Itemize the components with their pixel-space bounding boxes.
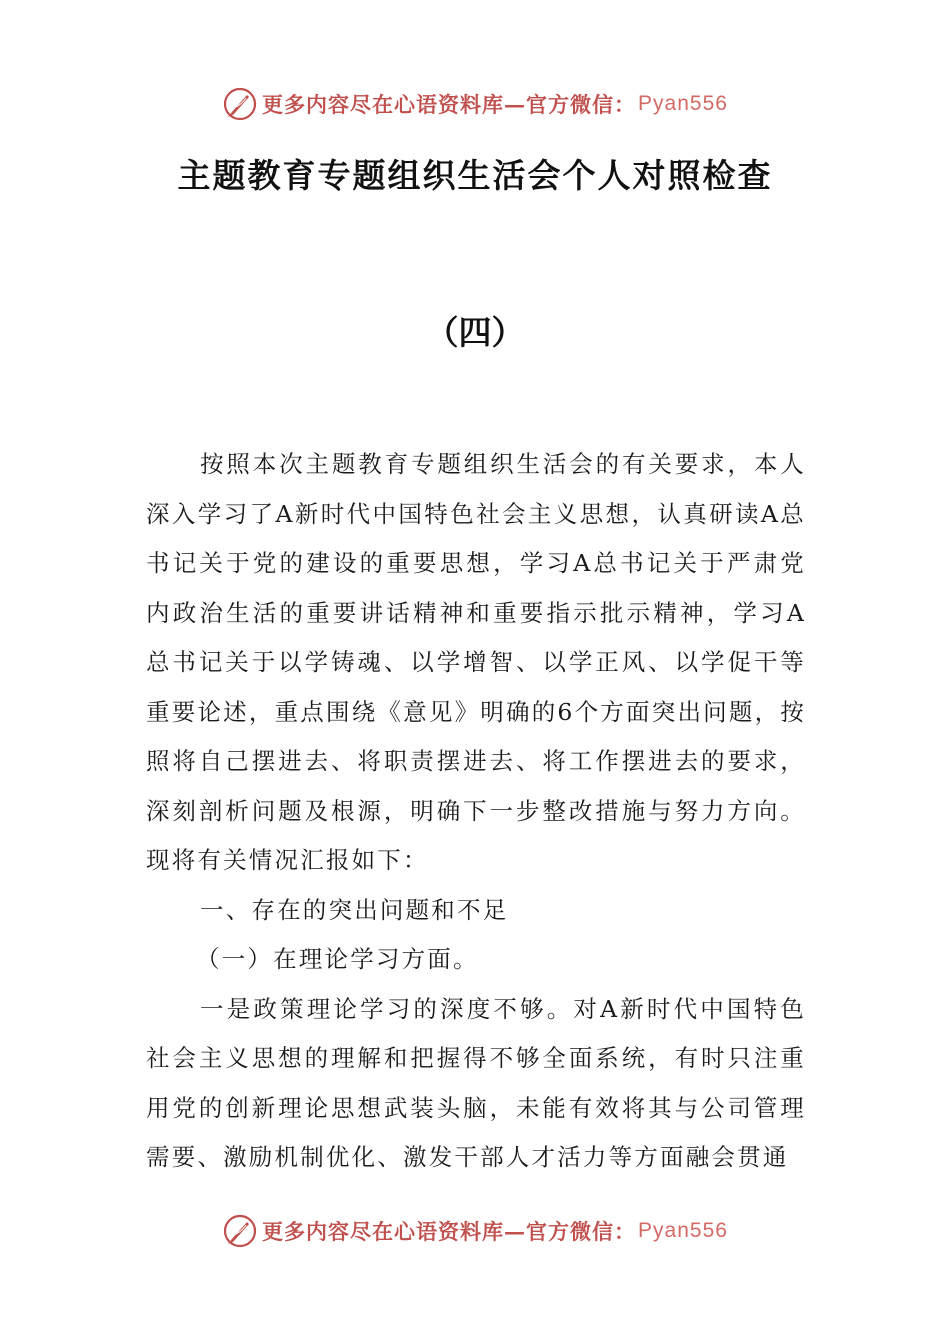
document-body: [146, 440, 806, 1183]
quill-pen-icon: [222, 1213, 258, 1249]
body-paragraph: 一是政策理论学习的深度不够。对A新时代中国特色社会主义思想的理解和把握得不够全面系统，有时只注重用党的创新理论思想武装头脑，未能有效将其与公司管理需要、激励机制优化、激发干部人才活力等方面融会贯通: [146, 994, 806, 1171]
section-heading: 一、存在的突出问题和不足: [200, 895, 509, 924]
footer-watermark: [0, 1209, 950, 1253]
watermark-text: 更多内容尽在心语资料库—官方微信：: [262, 1219, 637, 1244]
header-watermark: [0, 82, 950, 126]
watermark-wechat-id: Pyan556: [638, 92, 728, 115]
document-subtitle: （四）: [425, 313, 525, 352]
quill-pen-icon: [222, 86, 258, 122]
subsection-heading: （一）在理论学习方面。: [196, 945, 479, 973]
watermark-text: 更多内容尽在心语资料库—官方微信：: [262, 92, 637, 117]
document-title: 主题教育专题组织生活会个人对照检查: [177, 156, 773, 195]
watermark-wechat-id: Pyan556: [638, 1219, 728, 1242]
intro-paragraph: 按照本次主题教育专题组织生活会的有关要求，本人深入学习了A新时代中国特色社会主义思想，认真研读A总书记关于党的建设的重要思想，学习A总书记关于严肃党内政治生活的重要讲话精神和重要指示批示精神，学习A总书记关于以学铸魂、以学增智、以学正风、以学促干等重要论述，重点围绕《意见》明确的6个方面突出问题，按照将自己摆进去、将职责摆进去、将工作摆进去的要求，深刻剖析问题及根源，明确下一步整改措施与努力方向。现将有关情况汇报如下：: [146, 450, 806, 874]
